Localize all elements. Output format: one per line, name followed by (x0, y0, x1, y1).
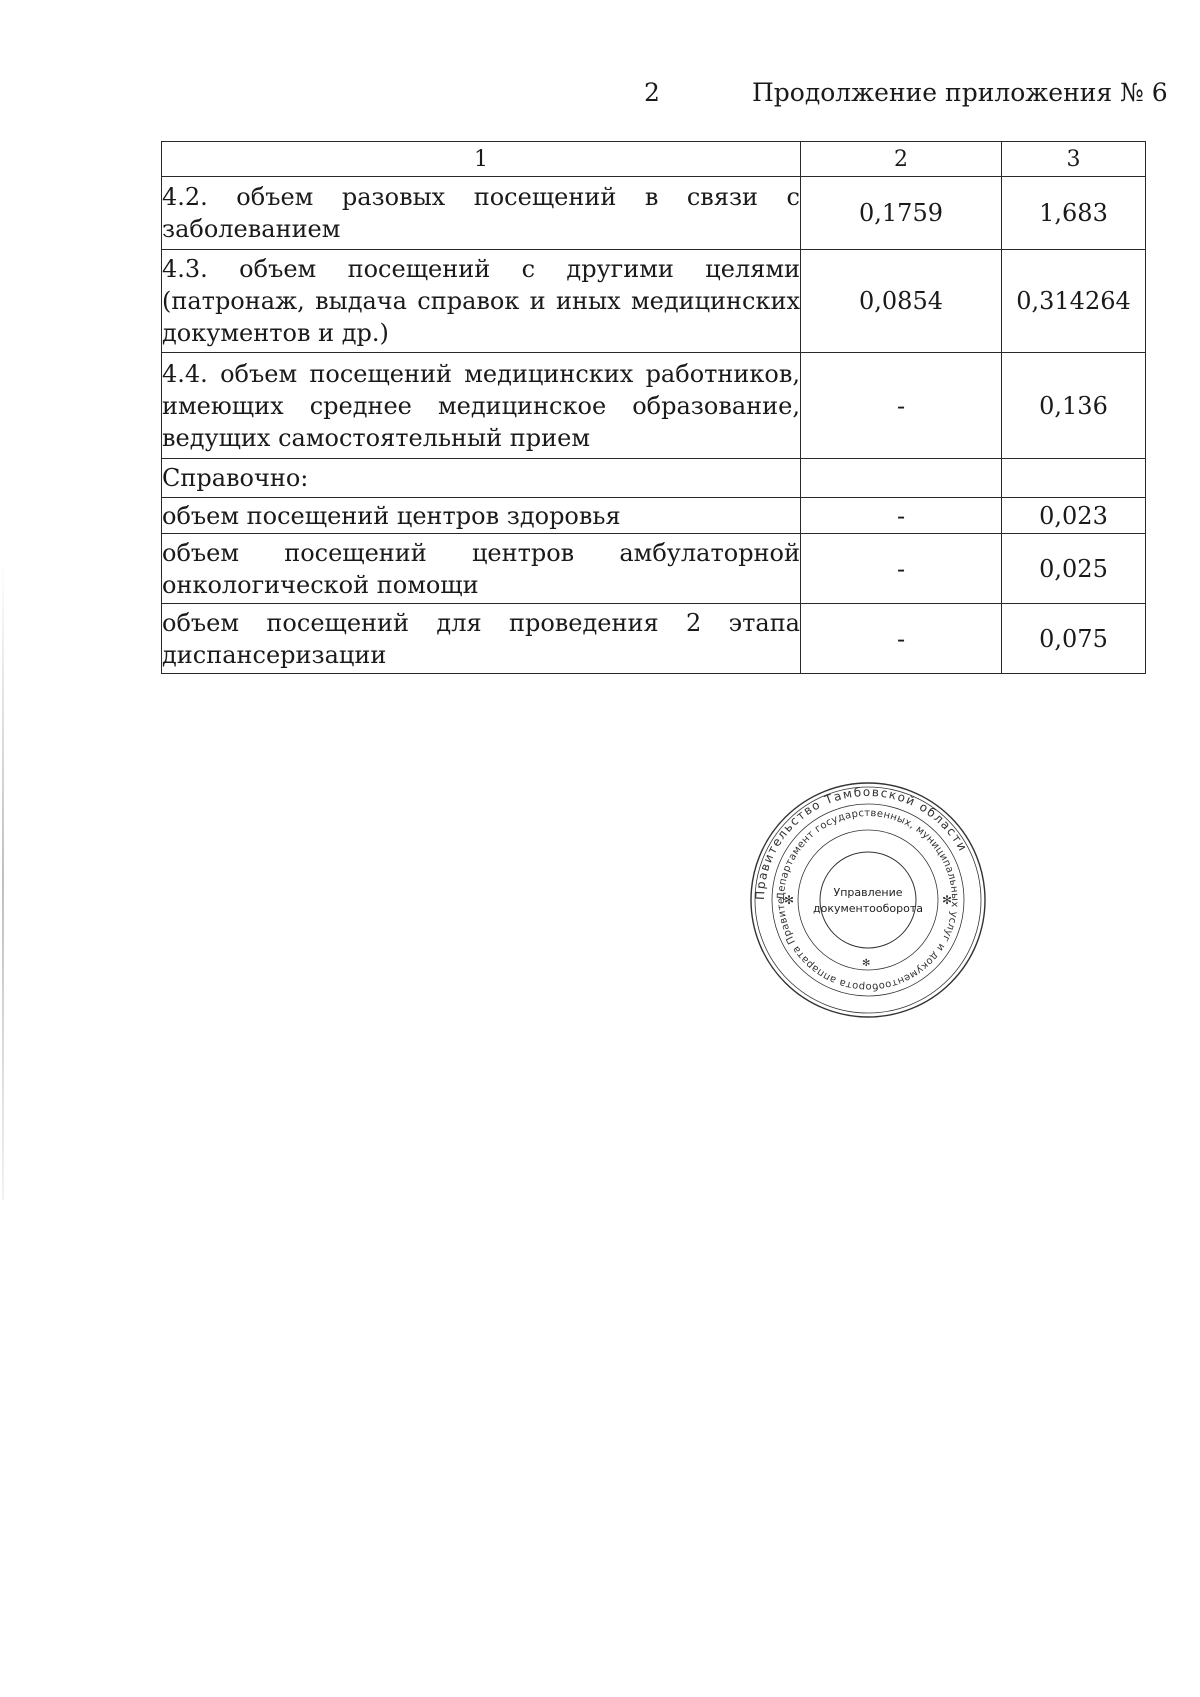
row-value-col3: 0,136 (1002, 353, 1146, 459)
table-row (162, 459, 1146, 498)
row-value-col3: 0,075 (1002, 604, 1146, 674)
row-value-col3: 0,314264 (1002, 250, 1146, 353)
seal-star-right: ✻ (942, 893, 953, 907)
seal-outer-textpath: Правительство Тамбовской области (752, 784, 971, 901)
row-value-col3 (1002, 459, 1146, 498)
row-value-col2: 0,0854 (801, 250, 1002, 353)
row-label: объем посещений центров здоровья (162, 498, 801, 534)
row-value-col2: - (801, 534, 1002, 604)
table-header-row (162, 142, 1146, 177)
column-number-3: 3 (1002, 142, 1146, 177)
official-seal (748, 780, 988, 1020)
seal-star-bottom: ✻ (862, 958, 871, 969)
table-row (162, 177, 1146, 250)
seal-star-left: ✻ (784, 893, 795, 907)
column-number-2: 2 (801, 142, 1002, 177)
column-number-1: 1 (162, 142, 801, 177)
row-value-col2: - (801, 353, 1002, 459)
table-row (162, 250, 1146, 353)
table-row (162, 498, 1146, 534)
table-row (162, 353, 1146, 459)
seal-middle-textpath: Департамент государственных, муниципальных услуг и документооборота аппарата Правите (775, 807, 961, 993)
seal-center-line-2: документооборота (813, 902, 923, 915)
row-value-col2: - (801, 604, 1002, 674)
row-label: 4.2. объем разовых посещений в связи с заболеванием (162, 177, 801, 250)
row-value-col3: 0,023 (1002, 498, 1146, 534)
row-value-col3: 1,683 (1002, 177, 1146, 250)
row-label: Справочно: (162, 459, 801, 498)
seal-center-line-1: Управление (833, 886, 903, 899)
row-label: 4.3. объем посещений с другими целями (патронаж, выдача справок и иных медицинских документов и др.) (162, 250, 801, 353)
page-number: 2 (644, 78, 660, 107)
table-row (162, 604, 1146, 674)
row-label: объем посещений центров амбулаторной онкологической помощи (162, 534, 801, 604)
row-value-col2 (801, 459, 1002, 498)
seal-graphic (748, 780, 988, 1020)
row-label: 4.4. объем посещений медицинских работников, имеющих среднее медицинское образование, ведущих самостоятельный прием (162, 353, 801, 459)
scan-edge-artifact (2, 560, 4, 1200)
appendix-heading: Продолжение приложения № 6 (752, 78, 1168, 107)
row-label: объем посещений для проведения 2 этапа диспансеризации (162, 604, 801, 674)
row-value-col3: 0,025 (1002, 534, 1146, 604)
indicators-table (161, 141, 1146, 674)
row-value-col2: - (801, 498, 1002, 534)
row-value-col2: 0,1759 (801, 177, 1002, 250)
table-row (162, 534, 1146, 604)
